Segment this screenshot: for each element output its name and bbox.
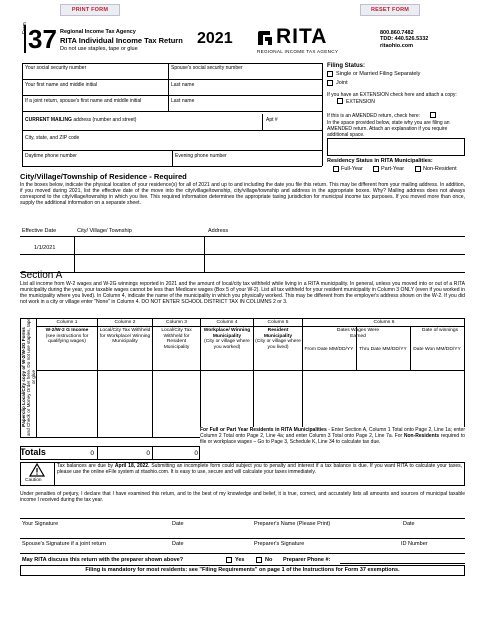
discuss-no-label: No <box>265 557 273 563</box>
residence-title: City/Village/Township of Residence - Required <box>20 172 187 181</box>
residents-note-bold: For Full or Part Year Residents in RITA Municipalities <box>200 427 327 433</box>
caution-text-pre: Tax balances are due by <box>57 463 115 469</box>
column-5-number: Column 5 <box>267 320 289 325</box>
non-resident-label: Non-Resident <box>423 166 457 172</box>
from-date-header: From Date MM/DD/YY <box>304 347 354 352</box>
filing-status-title: Filing Status: <box>327 63 365 69</box>
tax-year: 2021 <box>197 30 233 47</box>
column-6-win-header: Date of winnings <box>421 328 459 333</box>
non-residents-bold: Non-Residents <box>403 433 440 439</box>
return-title: RITA Individual Income Tax Return <box>60 36 183 45</box>
phone-number: 800.860.7482 <box>380 30 414 36</box>
preparer-signature-label[interactable]: Preparer's Signature <box>254 541 305 547</box>
date-label-2[interactable]: Date <box>403 521 415 527</box>
mailing-label: address (number and street) <box>71 117 137 123</box>
effective-date-header: Effective Date <box>22 228 57 234</box>
city-state-zip-field[interactable]: City, state, and ZIP code <box>25 135 80 141</box>
caution-icon <box>29 463 45 477</box>
caution-label: Caution <box>25 478 42 483</box>
last-name-field[interactable]: Last name <box>171 82 195 88</box>
column-1-number: Column 1 <box>56 320 78 325</box>
form-number: 37 <box>24 25 57 53</box>
extension-checkbox[interactable] <box>337 98 343 104</box>
column-6-dates-header: Dates Wages Were Earned <box>336 328 380 339</box>
non-residents-text: required to file or workplace wages – Go to Page 3, Schedule K, Line 34 to calculate tax due. <box>200 433 466 445</box>
totals-label: Totals <box>20 447 46 457</box>
spouse-first-name-field[interactable]: If a joint return, spouse's first name and middle initial <box>25 98 142 104</box>
residents-note <box>200 427 465 445</box>
form-label: Form <box>22 22 28 34</box>
address-header: Address <box>208 228 229 234</box>
paperclip-label: Paperclip Local/City copy of W-2/W-2G Forms <box>21 327 26 427</box>
column-5-title: Resident Municipality <box>263 328 293 339</box>
extension-instruction: If you have an EXTENSION check here and attach a copy: <box>327 92 457 98</box>
column-6-number: Column 6 <box>373 320 395 325</box>
discuss-question: May RITA discuss this return with the preparer shown above? <box>22 557 184 563</box>
joint-label: Joint <box>336 80 348 86</box>
section-a-text: List all income from W-2 wages and W-2G winnings reported in 2021 and the amount of local/city tax withheld while living in a RITA municipality. In general, unless you moved into or out of a RITA municipality during the year, your taxable wages cannot be less than Medicare wages (Box 5 of your W-2). List all tax withheld for your resident municipality in Column 3 ONLY (even if you worked in the municipality where you lived). In Column 4, indicate the name of the municipality in which you physically worked. This may be different from the employer's address shown on the W-2. If you did not work in a city or village enter "None" in Column 4. DO NOT ENTER SCHOOL DISTRICT TAX IN COLUMNS 2 or 3. <box>20 281 465 306</box>
column-4-number: Column 4 <box>216 320 238 325</box>
apt-field[interactable]: Apt # <box>266 117 278 123</box>
column-1-header <box>38 328 96 345</box>
date-label-1[interactable]: Date <box>172 521 184 527</box>
column-4-header <box>202 328 252 350</box>
effective-date-1[interactable]: 1/1/2021 <box>34 245 56 251</box>
column-4-sub: (City or village where you worked) <box>204 339 250 350</box>
amended-instructions: In the space provided below, state why you are filing an AMENDED return. Attach an explanation if you require additional space. <box>327 120 450 138</box>
column-4-title: Workplace/ Winning Municipality <box>203 328 251 339</box>
daytime-phone-field[interactable]: Daytime phone number <box>25 153 77 159</box>
preparer-phone-label: Preparer Phone #: <box>283 557 331 563</box>
date-won-header: Date Won MM/DD/YY <box>413 347 461 352</box>
full-year-checkbox[interactable] <box>333 166 339 172</box>
caution-text-post: Submitting an incomplete form could subject you to penalty and interest if a tax balance is due. If you want RITA to calculate your taxes, please use the online eFile system at ritaohio.com. It is easy to use, secure and will calculate your taxes immediately. <box>57 463 462 475</box>
wage-entry-rows[interactable] <box>37 371 302 427</box>
column-3-header: Local/City Tax Withheld for Resident Municipality <box>161 328 192 350</box>
column-5-header <box>255 328 301 350</box>
amended-reason-field[interactable] <box>327 138 465 156</box>
mailing-bold-label: CURRENT MAILING <box>25 117 72 123</box>
ssn-field[interactable]: Your social security number <box>25 65 87 71</box>
mailing-address-field[interactable] <box>25 117 136 123</box>
discuss-no-checkbox[interactable] <box>256 557 262 563</box>
section-a-title: Section A <box>20 270 63 281</box>
id-number-label[interactable]: ID Number <box>401 541 428 547</box>
amended-checkbox[interactable] <box>430 112 436 118</box>
evening-phone-field[interactable]: Evening phone number <box>175 153 227 159</box>
extension-text <box>327 92 465 98</box>
spouse-ssn-field[interactable]: Spouse's social security number <box>171 65 243 71</box>
first-name-field[interactable]: Your first name and middle initial <box>25 82 98 88</box>
full-year-label: Full-Year <box>341 166 363 172</box>
filing-mandatory-footer: Filing is mandatory for most residents: see "Filing Requirements" on page 1 of the Instructions for Form 37 exemptions. <box>85 567 400 573</box>
print-form-button[interactable]: PRINT FORM <box>60 4 120 16</box>
non-resident-checkbox[interactable] <box>415 166 421 172</box>
staple-note: Do not use staples, tape or glue <box>60 46 138 52</box>
total-column-3[interactable]: 0 <box>194 450 198 457</box>
discuss-yes-checkbox[interactable] <box>226 557 232 563</box>
total-column-2[interactable]: 0 <box>146 450 150 457</box>
caution-text <box>57 463 462 475</box>
spouse-signature-label[interactable]: Spouse's Signature if a joint return <box>22 541 106 547</box>
joint-checkbox[interactable] <box>327 80 333 86</box>
column-2-header: Local/City Tax Withheld for Workplace/ Winning Municipality <box>99 328 151 345</box>
logo-subtitle: REGIONAL INCOME TAX AGENCY <box>257 49 339 54</box>
due-date: April 18, 2022. <box>114 463 150 469</box>
amended-label: If this is an AMENDED return, check here: <box>327 113 421 119</box>
city-header: City/ Village/ Township <box>77 228 132 234</box>
rita-logo-icon <box>256 29 274 47</box>
thru-date-header: Thru Date MM/DD/YY <box>359 347 407 352</box>
reset-form-button[interactable]: RESET FORM <box>360 4 420 16</box>
part-year-checkbox[interactable] <box>373 166 379 172</box>
single-checkbox[interactable] <box>327 71 333 77</box>
preparer-name-label[interactable]: Preparer's Name (Please Print) <box>254 521 331 527</box>
column-2-number: Column 2 <box>114 320 136 325</box>
part-year-label: Part-Year <box>381 166 405 172</box>
agency-name: Regional Income Tax Agency <box>60 29 136 35</box>
paperclip-note: and Check or Money Order here. Do not use staples, tape or glue <box>26 318 36 436</box>
discuss-yes-label: Yes <box>235 557 245 563</box>
single-label: Single or Married Filing Separately <box>336 71 421 77</box>
date-label-3[interactable]: Date <box>172 541 184 547</box>
total-column-1[interactable]: 0 <box>90 450 94 457</box>
column-1-title: W-2/W-2 G Income <box>45 328 89 333</box>
residency-title: Residency Status in RITA Municipalities: <box>327 158 433 164</box>
website: ritaohio.com <box>380 43 414 49</box>
date-entry-rows[interactable] <box>303 371 465 427</box>
residents-note-text: - Enter Section A, Column 1 Total onto Page 2, Line 1a; enter Column 2 Total onto Page 2, Line 4a; and enter Column 3 Total onto Page 2, Line 7a. For <box>200 427 465 439</box>
spouse-last-name-field[interactable]: Last name <box>171 98 195 104</box>
column-3-number: Column 3 <box>166 320 187 325</box>
perjury-statement: Under penalties of perjury, I declare that I have examined this return, and to the best of my knowledge and belief, it is true, correct, and accurately lists all amounts and sources of municipal taxable income I received during the tax year. <box>20 491 465 504</box>
extension-label: EXTENSION <box>346 99 375 105</box>
column-1-sub: (see instructions for qualifying wages) <box>45 333 89 345</box>
your-signature-label[interactable]: Your Signature <box>22 521 59 527</box>
paperclip-label-area <box>21 318 35 436</box>
residence-text: In the boxes below, indicate the physical location of your residence(s) for all of 2021 and up to and including the date you file this return. This may be different from your mailing address. In addition, if you moved during 2021, list the effective date of the move into the city/village/township, city/village/township and address in the appropriate boxes. Why? Mailing address does not always correspond to the city/village/township in which you live. This required information determines the appropriate taxing jurisdiction for municipal income tax purposes. If you moved more than once, supply the additional information on a separate sheet. <box>20 182 465 207</box>
tdd-number: TDD: 440.526.5332 <box>380 36 429 42</box>
rita-logo-text: RITA <box>276 25 328 48</box>
column-5-sub: (City or village where you lived) <box>255 339 301 350</box>
